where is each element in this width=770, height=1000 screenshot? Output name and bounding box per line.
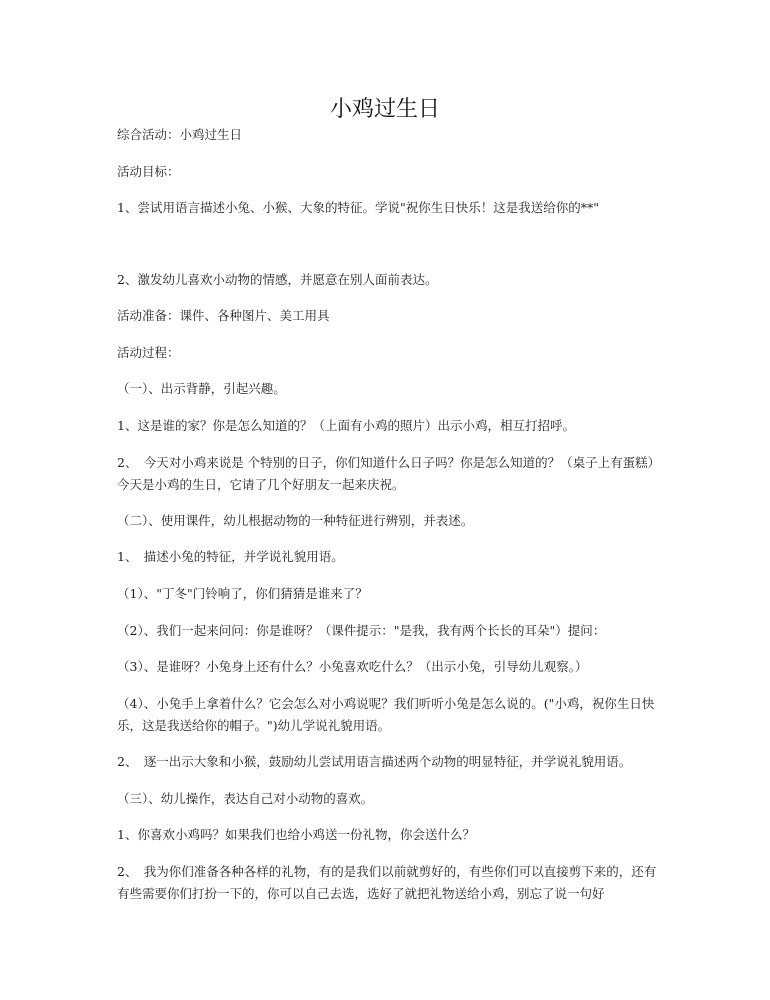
document-title: 小鸡过生日	[329, 97, 440, 122]
paragraph-step-3-2: 2、 我为你们准备各种各样的礼物，有的是我们以前就剪好的，有些你们可以直接剪下来的，还有有些需要你们打扮一下的，你可以自己去选，选好了就把礼物送给小鸡，别忘了说一句好	[117, 864, 657, 901]
paragraph-step-2-1: 1、 描述小兔的特征，并学说礼貌用语。	[117, 549, 344, 564]
paragraph-step-1-2: 2、 今天对小鸡来说是 个特别的日子，你们知道什么日子吗？你是怎么知道的？（桌子上有蛋糕）今天是小鸡的生日，它请了几个好朋友一起来庆祝。	[117, 455, 654, 492]
paragraph-substep-4: （4）、小兔手上拿着什么？它会怎么对小鸡说呢？我们听听小兔是怎么说的。("小鸡，祝你生日快乐，这是我送给你的帽子。")幼儿学说礼貌用语。	[117, 696, 655, 733]
paragraph-goal-1: 1、尝试用语言描述小兔、小猴、大象的特征。学说"祝你生日快乐！这是我送给你的**"	[117, 200, 599, 215]
paragraph-substep-2: （2）、我们一起来问问：你是谁呀？（课件提示："是我，我有两个长长的耳朵"）提问：	[117, 623, 606, 638]
paragraph-substep-1: （1）、"丁冬"门铃响了，你们猜猜是谁来了？	[117, 586, 368, 601]
paragraph-substep-3: （3）、是谁呀？小兔身上还有什么？小兔喜欢吃什么？（出示小兔，引导幼儿观察。）	[117, 659, 588, 674]
paragraph-step-2-2: 2、 逐一出示大象和小猴，鼓励幼儿尝试用语言描述两个动物的明显特征，并学说礼貌用语。	[117, 754, 632, 769]
paragraph-activity-name: 综合活动：小鸡过生日	[117, 127, 243, 142]
paragraph-section-1: （一）、出示背静，引起兴趣。	[117, 381, 286, 396]
paragraph-preparation: 活动准备：课件、各种图片、美工用具	[117, 308, 330, 323]
paragraph-section-2: （二）、使用课件，幼儿根据动物的一种特征进行辨别，并表述。	[117, 513, 474, 528]
paragraph-section-3: （三）、幼儿操作，表达自己对小动物的喜欢。	[117, 791, 374, 806]
paragraph-step-1-1: 1、这是谁的家？你是怎么知道的？（上面有小鸡的照片）出示小鸡，相互打招呼。	[117, 418, 575, 433]
paragraph-goal-2: 2、激发幼儿喜欢小动物的情感，并愿意在别人面前表达。	[117, 272, 438, 287]
paragraph-step-3-1: 1、你喜欢小鸡吗？如果我们也给小鸡送一份礼物，你会送什么？	[117, 827, 475, 842]
paragraph-goals-heading: 活动目标：	[117, 164, 180, 179]
paragraph-process-heading: 活动过程：	[117, 345, 180, 360]
